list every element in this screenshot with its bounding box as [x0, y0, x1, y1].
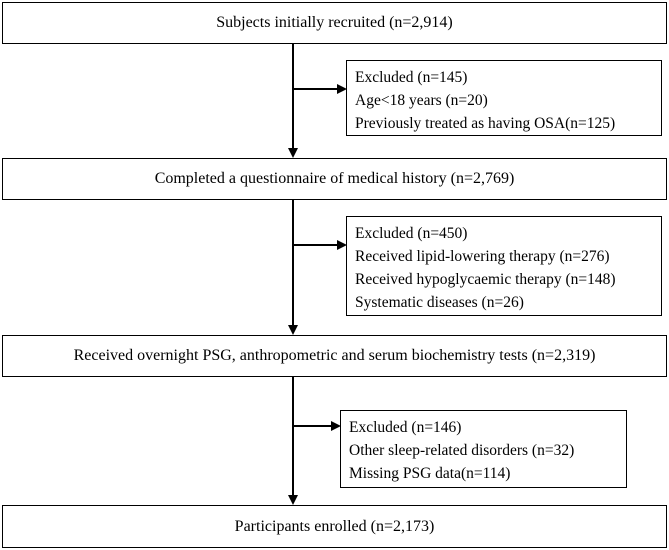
arrow-down-3 [288, 495, 298, 505]
step-label: Subjects initially recruited (n=2,914) [216, 14, 453, 31]
exclusion-line: Excluded (n=146) [349, 419, 462, 436]
exclusion-line: Missing PSG data(n=114) [349, 465, 511, 482]
exclusion-line: Received hypoglycaemic therapy (n=148) [355, 271, 616, 288]
step-box-enrolled [2, 505, 667, 548]
exclusion-line: Age<18 years (n=20) [355, 92, 488, 109]
step-label: Completed a questionnaire of medical history (n=2,769) [154, 170, 515, 187]
exclusion-line: Previously treated as having OSA(n=125) [355, 115, 616, 132]
step-box-recruited [2, 2, 667, 44]
step-box-tests [2, 335, 667, 377]
exclusion-line: Excluded (n=450) [355, 225, 468, 242]
exclusion-line: Other sleep-related disorders (n=32) [349, 442, 575, 459]
branch-line-2 [292, 244, 337, 246]
connector-line-2 [292, 200, 294, 325]
exclusion-line: Excluded (n=145) [355, 69, 468, 86]
branch-line-1 [292, 88, 337, 90]
arrow-down-2 [288, 325, 298, 335]
step-label: Participants enrolled (n=2,173) [234, 517, 435, 535]
exclusion-line: Received lipid-lowering therapy (n=276) [355, 248, 610, 265]
exclusion-line: Systematic diseases (n=26) [355, 294, 524, 311]
exclusion-box-2 [346, 216, 662, 316]
arrow-right-3 [331, 421, 341, 431]
step-box-questionnaire [2, 158, 667, 200]
connector-line-1 [292, 44, 294, 148]
exclusion-box-1 [346, 60, 662, 136]
branch-line-3 [292, 425, 331, 427]
arrow-right-2 [337, 240, 347, 250]
step-label: Received overnight PSG, anthropometric and serum biochemistry tests (n=2,319) [73, 347, 596, 364]
arrow-down-1 [288, 148, 298, 158]
exclusion-box-3 [340, 410, 627, 488]
arrow-right-1 [337, 84, 347, 94]
connector-line-3 [292, 377, 294, 495]
